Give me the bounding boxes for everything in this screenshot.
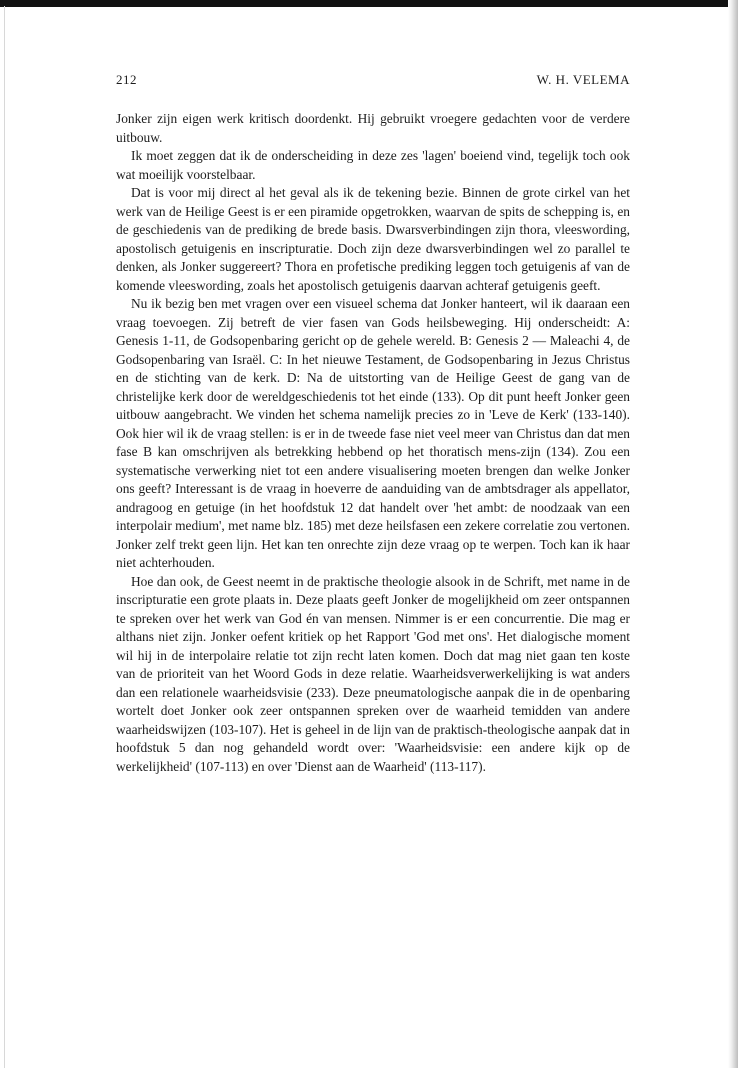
page-right-edge (728, 0, 738, 1068)
body-text (116, 110, 630, 776)
paragraph-continuation: Jonker zijn eigen werk kritisch doordenkt. Hij gebruikt vroegere gedachten voor de verdere uitbouw. (116, 111, 630, 145)
running-head-author: W. H. VELEMA (536, 72, 630, 87)
running-head (116, 72, 630, 92)
paragraph: Dat is voor mij direct al het geval als ik de tekening bezie. Binnen de grote cirkel van het werk van de Heilige Geest is er een piramide opgetrokken, waarvan de spits de schepping is, en de geschiedenis van de prediking de brede basis. Dwarsverbindingen zijn thora, vleeswording, apostolisch getuigenis en inscripturatie. Doch zijn deze dwarsverbindingen wel zo parallel te denken, als Jonker suggereert? Thora en profetische prediking leggen toch getuigenis af van de komende vleeswording, zoals het apostolisch getuigenis daarvan achteraf getuigenis geeft. (116, 185, 630, 293)
paragraph: Hoe dan ook, de Geest neemt in de praktische theologie alsook in de Schrift, met name in de inscripturatie een grote plaats in. Deze plaats geeft Jonker de mogelijkheid om zeer ontspannen te spreken over het werk van God én van mensen. Nimmer is er een concurrentie. Die mag er althans niet zijn. Jonker oefent kritiek op het Rapport 'God met ons'. Het dialogische moment wil hij in de interpolaire relatie tot zijn recht laten komen. Doch dat mag niet gaan ten koste van de prioriteit van het Woord Gods in deze relatie. Waarheidsverwerkelijking is wat anders dan een relationele waarheidsvisie (233). Deze pneumatologische aanpak die in de openbaring wortelt doet Jonker ook zeer ontspannen spreken over de waarheid temidden van andere waarheidswijzen (103-107). Het is geheel in de lijn van de praktisch-theologische aanpak dat in hoofdstuk 5 dan nog gehandeld wordt over: 'Waarheidsvisie: een andere kijk op de werkelijkheid' (107-113) en over 'Dienst aan de Waarheid' (113-117). (116, 573, 630, 774)
paragraph: Ik moet zeggen dat ik de onderscheiding in deze zes 'lagen' boeiend vind, tegelijk toch ook wat moeilijk voorstelbaar. (116, 148, 630, 182)
paragraph: Nu ik bezig ben met vragen over een visueel schema dat Jonker hanteert, wil ik daaraan een vraag toevoegen. Zij betreft de vier fasen van Gods heilsbeweging. Hij onderscheidt: A: Genesis 1-11, de Godsopenbaring gericht op de gehele wereld. B: Genesis 2 — Maleachi 4, de Godsopenbaring van Israël. C: In het nieuwe Testament, de Godsopenbaring in Jezus Christus en de stichting van de kerk. D: Na de uitstorting van de Heilige Geest de gang van de christelijke kerk door de wereldgeschiedenis tot het einde (133). Op dit punt heeft Jonker geen uitbouw aangebracht. We vinden het schema namelijk precies zo in 'Leve de Kerk' (133-140). Ook hier wil ik de vraag stellen: is er in de tweede fase niet veel meer van Christus dan dat men fase B kan omschrijven als betrekking hebbend op het thoratisch mens-zijn (134). Zou een systematische verwerking niet tot een andere visualisering moeten brengen dan welke Jonker ons geeft? Interessant is de vraag in hoeverre de aanduiding van de ambtsdrager als appellator, andragoog en getuige (in het hoofdstuk 12 dat handelt over 'het ambt: de noodzaak van een interpolair medium', met name blz. 185) met deze heilsfasen een zekere correlatie zou vertonen. Jonker zelf trekt geen lijn. Het kan ten onrechte zijn deze vraag op te werpen. Toch kan ik haar niet achterhouden. (116, 296, 631, 570)
page-left-edge (4, 6, 5, 1068)
page-number: 212 (116, 72, 137, 87)
page-top-border (0, 0, 738, 7)
